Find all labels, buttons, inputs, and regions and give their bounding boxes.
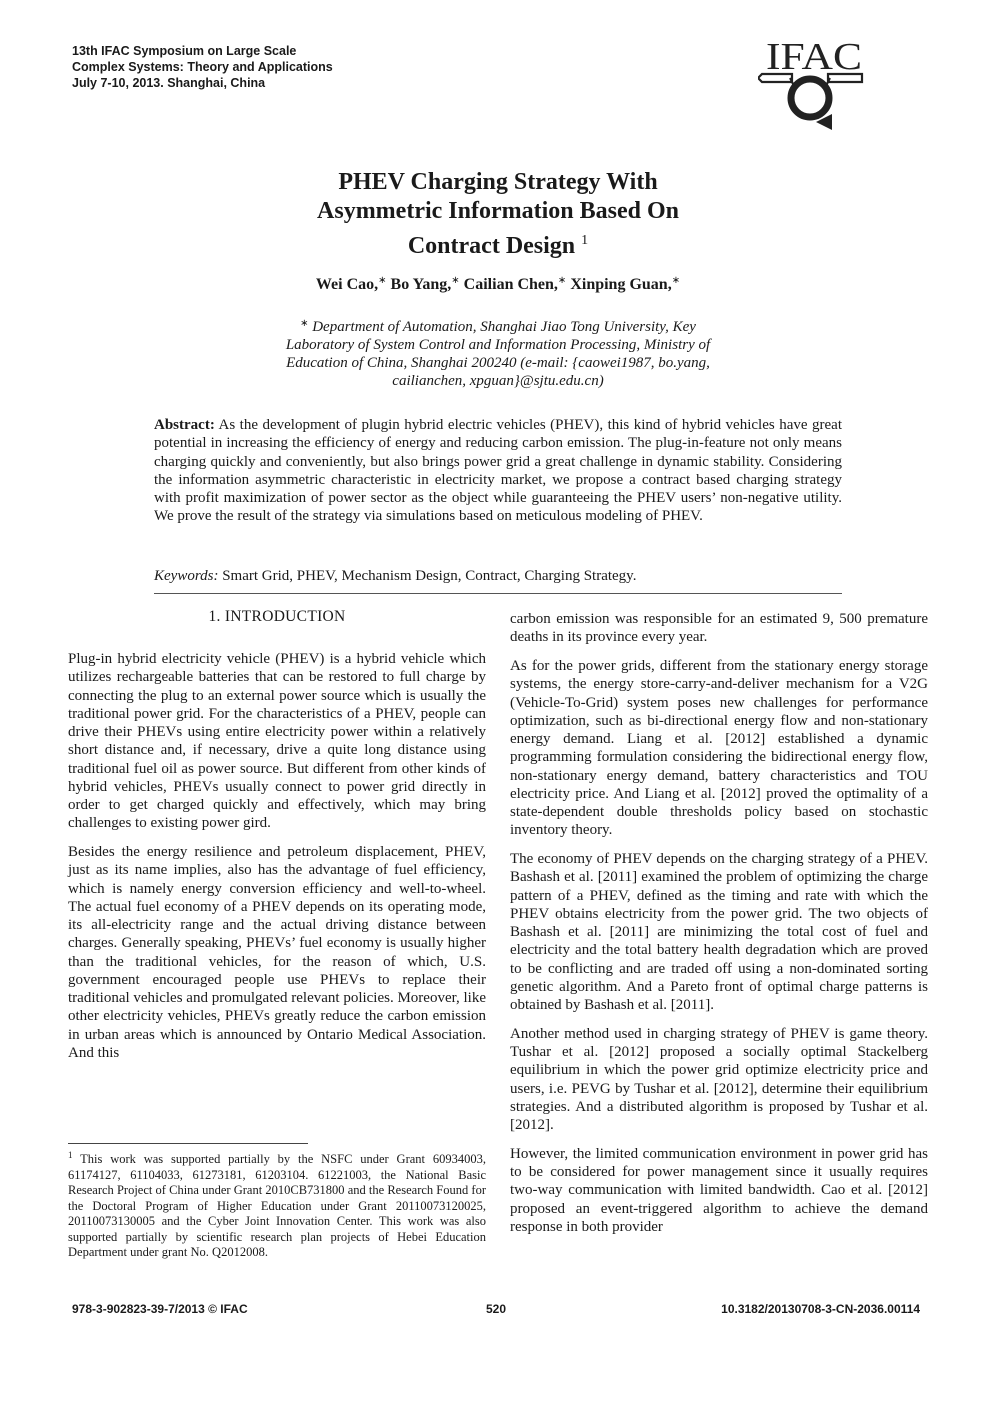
footnote-mark: 1 xyxy=(68,1150,73,1160)
author-name: Xinping Guan, xyxy=(570,276,672,293)
author-mark: ∗ xyxy=(451,275,460,286)
ifac-logo-text: IFAC xyxy=(766,36,862,78)
conference-line: Complex Systems: Theory and Applications xyxy=(72,60,333,74)
author-list xyxy=(150,275,846,294)
title-line: Asymmetric Information Based On xyxy=(317,198,679,224)
affiliation xyxy=(200,315,796,390)
conference-line: July 7-10, 2013. Shanghai, China xyxy=(72,76,266,90)
body-paragraph: carbon emission was responsible for an estimated 9, 500 premature deaths in its province every year. xyxy=(510,611,928,646)
paper-title xyxy=(200,168,796,261)
footer-doi: 10.3182/20130708-3-CN-2036.00114 xyxy=(721,1302,920,1316)
footnote-text: This work was supported partially by the NSFC under Grant 60934003, 61174127, 61104033, 61273181, 61203104. 61221003, the National Basic Research Project of China under Grant 2010CB731800 and the Research Found for the Doctoral Program of Higher Education under Grant 20110073120025, 20110073130005 and the Cyber Joint Innovation Center. This work was also supported partially by scientific research plan projects of Hebei Education Department under grant No. Q2012008. xyxy=(68,1152,486,1259)
body-paragraph: As for the power grids, different from the stationary energy storage systems, the energy store-carry-and-deliver mechanism for a V2G (Vehicle-To-Grid) system poses new challenges for performance optimization, such as bi-directional energy flow and non-stationary energy demand. Liang et al. [2012] established a dynamic programming formulation considering the bidirectional energy flow, non-stationary energy demand, battery characteristics and TOU electricity price. And Liang et al. [2012] proved the optimality of a state-dependent double thresholds policy based on stochastic inventory theory. xyxy=(510,658,928,839)
author-mark: ∗ xyxy=(378,275,387,286)
affiliation-line: Laboratory of System Control and Information Processing, Ministry of xyxy=(285,337,711,353)
author-mark: ∗ xyxy=(557,275,567,286)
body-paragraph: The economy of PHEV depends on the charging strategy of a PHEV. Bashash et al. [2011] examined the problem of optimizing the charge pattern of a PHEV, defined as the timing and rate with which the PHEV obtains electricity from the power grid. The two objects of Bashash et al. [2011] are minimizing the total cost of fuel and electricity and the total battery health degradation which are proved to be conflicting and are traded off using a non-dominated sorting genetic algorithm. And a Pareto front of optimal charge patterns is obtained by Bashash et al. [2011]. xyxy=(510,851,928,1013)
author-name: Wei Cao, xyxy=(315,276,379,293)
affiliation-line: cailianchen, xpguan}@sjtu.edu.cn) xyxy=(392,373,604,389)
conference-info xyxy=(72,43,333,91)
keywords-text: Smart Grid, PHEV, Mechanism Design, Contract, Charging Strategy. xyxy=(222,568,637,584)
author-name: Cailian Chen, xyxy=(463,276,558,293)
title-footnote-mark: 1 xyxy=(581,233,589,248)
author-name: Bo Yang, xyxy=(390,276,452,293)
affiliation-line: Department of Automation, Shanghai Jiao Tong University, Key xyxy=(312,319,696,335)
ifac-logo xyxy=(758,36,868,136)
keywords-divider xyxy=(154,593,842,594)
abstract-text: As the development of plugin hybrid electric vehicles (PHEV), this kind of hybrid vehicles have great potential in increasing the efficiency of energy and reducing carbon emission. The plug-in-feature not only means charging quickly and conveniently, but also brings power grid a great challenge in dynamic stability. Considering the information asymmetric characteristic in electricity market, we propose a contract based charging strategy with profit maximization of power sector as the object while guaranteeing the PHEV users’ non-negative utility. We prove the result of the strategy via simulations based on meticulous modeling of PHEV. xyxy=(154,417,842,525)
body-paragraph: However, the limited communication environment in power grid has to be considered for power management since it usually requires two-way communication with limited bandwidth. Cao et al. [2012] proposed an event-triggered algorithm to achieve the demand response in both provider xyxy=(510,1145,928,1235)
abstract xyxy=(154,416,842,526)
page-number: 520 xyxy=(485,1302,507,1316)
affiliation-mark: ∗ xyxy=(300,318,309,329)
abstract-label: Abstract: xyxy=(154,417,215,433)
keywords xyxy=(154,567,842,585)
body-paragraph: Plug-in hybrid electricity vehicle (PHEV) is a hybrid vehicle which utilizes rechargeable batteries that can be restored to full charge by connecting the plug to an external power source which is usually the traditional power grid. For the characteristics of a PHEV, people can drive their PHEVs using entire electricity power within a relatively short distance and, if necessary, drive a quite long distance using traditional fuel oil as power source. But different from other kinds of hybrid vehicles, PHEVs usually connect to power grid directly in order to get charged quickly and effectively, which may bring challenges to existing power gird. xyxy=(68,651,486,832)
body-paragraph: Another method used in charging strategy of PHEV is game theory. Tushar et al. [2012] proposed a socially optimal Stackelberg equilibrium in which the power grid optimize electricity price and users, i.e. PEVG by Tushar et al. [2012], determine their equilibrium strategies. And a distributed algorithm is proposed by Tushar et al. [2012]. xyxy=(510,1025,928,1133)
affiliation-line: Education of China, Shanghai 200240 (e-mail: {caowei1987, bo.yang, xyxy=(286,355,710,371)
keywords-label: Keywords: xyxy=(154,568,219,584)
body-paragraph: Besides the energy resilience and petroleum displacement, PHEV, just as its name implies, also has the advantage of fuel efficiency, which is namely energy conversion efficiency and well-to-wheel. The actual fuel economy of a PHEV depends on its operating mode, its all-electricity range and the actual driving distance between charges. Generally speaking, PHEVs’ fuel economy is usually higher than the traditional vehicles, for the reason of which, U.S. government encouraged people use PHEVs to replace their traditional vehicles and promulgated relevant policies. Moreover, like other electricity vehicles, PHEVs greatly reduce the carbon emission in urban areas which is announced by Ontario Medical Association. And this xyxy=(68,844,487,1061)
title-line: PHEV Charging Strategy With xyxy=(338,169,658,195)
left-column xyxy=(68,650,486,1073)
footnote xyxy=(68,1148,486,1261)
author-mark: ∗ xyxy=(671,275,681,286)
right-column xyxy=(510,610,928,1247)
title-line: Contract Design xyxy=(407,233,576,259)
footnote-divider xyxy=(68,1143,308,1144)
section-heading: 1. INTRODUCTION xyxy=(208,608,346,625)
footer-isbn: 978-3-902823-39-7/2013 © IFAC xyxy=(72,1302,248,1316)
conference-line: 13th IFAC Symposium on Large Scale xyxy=(72,44,297,58)
